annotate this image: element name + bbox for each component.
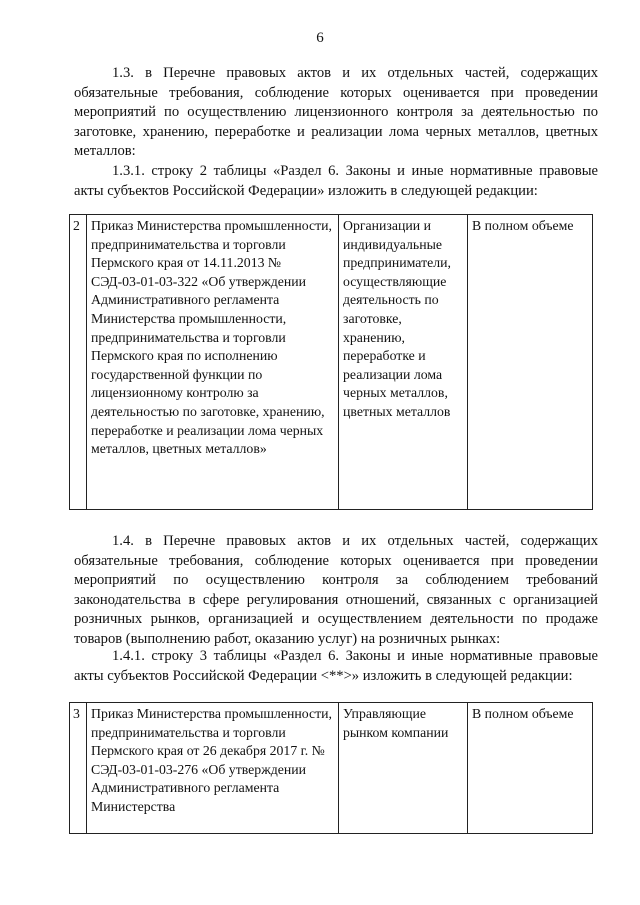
legal-act-cell: Приказ Министерства промышленности, предпринимательства и торговли Пермского края от 26 декабря 2017 г. № СЭД-03-01-03-276 «Об утверждении Административного регламента Министерства bbox=[87, 703, 339, 834]
amendment-table-row-3 bbox=[69, 702, 593, 834]
legal-act-cell: Приказ Министерства промышленности, предпринимательства и торговли Пермского края от 14.11.2013 № СЭД-03-01-03-322 «Об утверждении Административного регламента Министерства промышленности, предпринимательства и торговли Пермского края по исполнению государственной функции по лицензионному контролю за деятельностью по заготовке, хранению, переработке и реализации лома черных металлов, цветных металлов» bbox=[87, 215, 339, 510]
subjects-cell: Управляющие рынком компании bbox=[339, 703, 468, 834]
paragraph-1-3: 1.3. в Перечне правовых актов и их отдельных частей, содержащих обязательные требования, соблюдение которых оценивается при проведении мероприятий по осуществлению лицензионного контроля за деятельностью по заготовке, хранению, переработке и реализации лома черных металлов, цветных металлов: bbox=[74, 65, 598, 160]
paragraph-1-4-1: 1.4.1. строку 3 таблицы «Раздел 6. Законы и иные нормативные правовые акты субъектов Российской Федерации <**>» изложить в следующей редакции: bbox=[74, 648, 598, 684]
table-row bbox=[70, 215, 593, 510]
scope-cell: В полном объеме bbox=[468, 703, 593, 834]
amendment-table-row-2 bbox=[69, 214, 593, 510]
paragraph-1-4: 1.4. в Перечне правовых актов и их отдельных частей, содержащих обязательные требования, соблюдение которых оценивается при проведении мероприятий по осуществлению контроля за соблюдением требований законодательства в сфере регулирования отношений, связанных с организацией розничных рынков, организацией и осуществлением деятельности по продаже товаров (выполнению работ, оказанию услуг) на розничных рынках: bbox=[74, 533, 598, 647]
paragraph-1-3-1: 1.3.1. строку 2 таблицы «Раздел 6. Законы и иные нормативные правовые акты субъектов Российской Федерации» изложить в следующей редакции: bbox=[74, 163, 598, 199]
row-number-cell: 3 bbox=[70, 703, 87, 834]
scope-cell: В полном объеме bbox=[468, 215, 593, 510]
row-number-cell: 2 bbox=[70, 215, 87, 510]
page-number: 6 bbox=[316, 30, 324, 46]
subjects-cell: Организации и индивидуальные предприниматели, осуществляющие деятельность по заготовке, хранению, переработке и реализации лома черных металлов, цветных металлов bbox=[339, 215, 468, 510]
table-row bbox=[70, 703, 593, 834]
